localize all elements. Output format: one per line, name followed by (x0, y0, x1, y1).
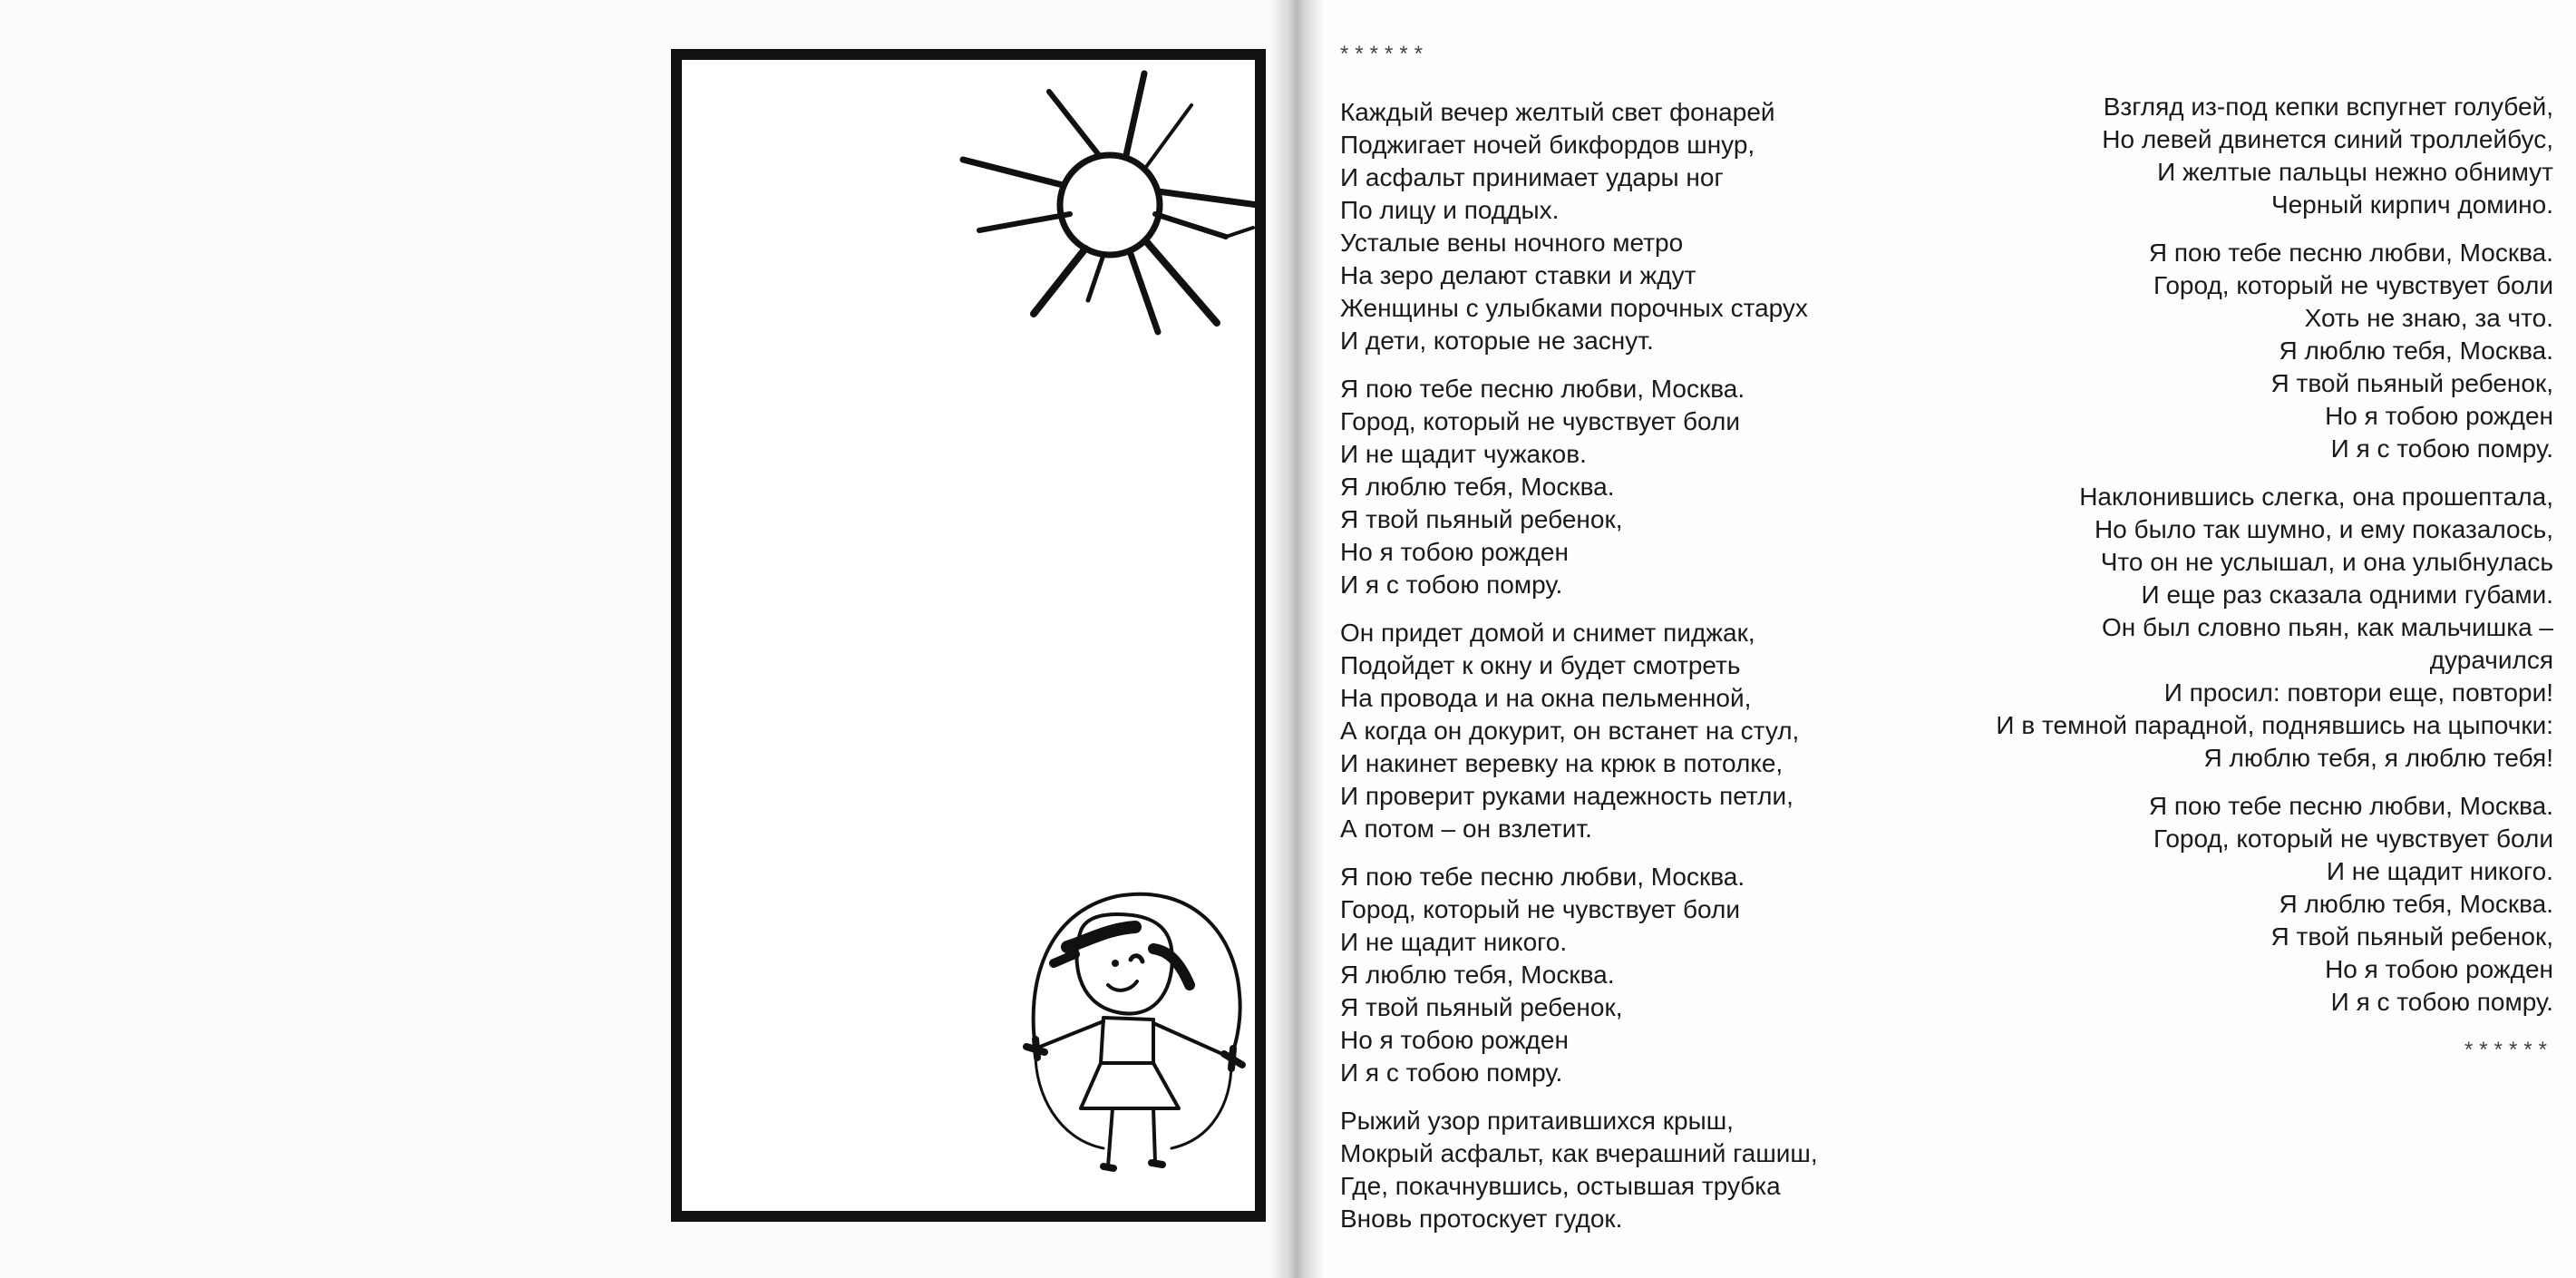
lyric-line: И просил: повтори еще, повтори! (2163, 678, 2553, 707)
lyric-line: И я с тобою помру. (2330, 988, 2553, 1016)
stanza-left-1 (1340, 96, 1939, 357)
lyric-line: Я твой пьяный ребенок, (2270, 369, 2553, 397)
book-spine (1269, 0, 1324, 1278)
lyric-line: Город, который не чувствует боли (1340, 407, 1740, 435)
stanza-left-3 (1340, 617, 1939, 845)
lyric-line: Что он не услышал, и она улыбнулась (2100, 548, 2553, 576)
lyric-line: И не щадит никого. (1340, 928, 1568, 956)
lyric-line: Взгляд из-под кепки вспугнет голубей, (2103, 93, 2553, 121)
lyric-line: Но было так шумно, и ему показалось, (2094, 515, 2553, 543)
lyric-line: Город, который не чувствует боли (2153, 271, 2553, 299)
lyric-line: И дети, которые не заснут. (1340, 327, 1654, 355)
lyric-line: На зеро делают ставки и ждут (1340, 261, 1696, 289)
lyric-line: Он был словно пьян, как мальчишка – (2102, 613, 2553, 641)
lyric-line: Я люблю тебя, Москва. (2279, 890, 2553, 918)
lyric-line: И еще раз сказала одними губами. (2141, 580, 2553, 609)
stanza-right-3 (1940, 481, 2553, 775)
lyric-line: Черный кирпич домино. (2270, 190, 2553, 219)
lyric-line: Хоть не знаю, за что. (2304, 304, 2553, 332)
lyric-line: И накинет веревку на крюк в потолке, (1340, 749, 1784, 777)
lyric-line: И я с тобою помру. (1340, 571, 1563, 599)
illustration-frame (671, 49, 1266, 1222)
lyric-line: Я твой пьяный ребенок, (2270, 922, 2553, 951)
lyric-line: Рыжий узор притаившихся крыш, (1340, 1107, 1734, 1135)
lyric-line: дурачился (2429, 646, 2553, 674)
lyric-line: Я пою тебе песню любви, Москва. (2148, 792, 2553, 820)
lyric-line: Но я тобою рожден (1340, 1026, 1569, 1054)
lyric-line: Поджигает ночей бикфордов шнур, (1340, 131, 1755, 159)
lyric-line: Но левей двинется синий троллейбус, (2102, 125, 2553, 153)
stanza-right-1 (1940, 91, 2553, 221)
lyric-line: Но я тобою рожден (2325, 955, 2553, 983)
lyric-line: А когда он докурит, он встанет на стул, (1340, 717, 1800, 745)
sun-drawing (954, 69, 1266, 341)
lyric-line: И я с тобою помру. (2330, 434, 2553, 463)
stanza-left-2 (1340, 373, 1939, 601)
lyric-line: Я люблю тебя, Москва. (1340, 473, 1615, 501)
lyric-line: Но я тобою рожден (1340, 538, 1569, 566)
lyric-line: Я твой пьяный ребенок, (1340, 993, 1623, 1021)
lyric-line: Я пою тебе песню любви, Москва. (1340, 863, 1745, 891)
lyrics-column-right (1940, 91, 2553, 1067)
lyrics-column-left (1340, 38, 1939, 1251)
lyric-line: Я люблю тебя, Москва. (2279, 337, 2553, 365)
lyric-line: Подойдет к окну и будет смотреть (1340, 651, 1741, 679)
lyric-line: Я люблю тебя, Москва. (1340, 961, 1615, 989)
lyric-line: И желтые пальцы нежно обнимут (2157, 158, 2553, 186)
stanza-left-4 (1340, 861, 1939, 1089)
lyric-line: И асфальт принимает удары ног (1340, 163, 1724, 191)
lyric-line: И не щадит чужаков. (1340, 440, 1587, 468)
lyric-line: Я твой пьяный ребенок, (1340, 505, 1623, 533)
ornament-stars-bottom: ****** (2464, 1038, 2553, 1062)
lyric-line: Я пою тебе песню любви, Москва. (1340, 375, 1745, 403)
stanza-left-5 (1340, 1105, 1939, 1235)
lyric-line: Город, который не чувствует боли (2153, 824, 2553, 853)
lyric-line: И проверит руками надежность петли, (1340, 782, 1793, 810)
lyric-line: А потом – он взлетит. (1340, 815, 1592, 843)
lyric-line: Я люблю тебя, я люблю тебя! (2203, 744, 2553, 772)
lyric-line: По лицу и поддых. (1340, 196, 1560, 224)
lyric-line: Наклонившись слегка, она прошептала, (2079, 483, 2553, 511)
lyric-line: И я с тобою помру. (1340, 1058, 1563, 1087)
lyric-line: Вновь протоскует гудок. (1340, 1205, 1623, 1233)
lyric-line: Мокрый асфальт, как вчерашний гашиш, (1340, 1139, 1818, 1167)
lyric-line: И не щадит никого. (2326, 857, 2553, 885)
lyric-line: Женщины с улыбками порочных старух (1340, 294, 1808, 322)
lyric-line: Город, который не чувствует боли (1340, 895, 1740, 923)
lyric-line: Где, покачнувшись, остывшая трубка (1340, 1172, 1781, 1200)
lyric-line: Он придет домой и снимет пиджак, (1340, 619, 1755, 647)
lyric-line: Но я тобою рожден (2325, 402, 2553, 430)
stanza-right-4 (1940, 790, 2553, 1019)
lyric-line: Я пою тебе песню любви, Москва. (2148, 239, 2553, 267)
lyric-line: Усталые вены ночного метро (1340, 229, 1684, 257)
stanza-right-2 (1940, 237, 2553, 465)
girl-with-jump-rope-drawing (1017, 876, 1253, 1222)
lyric-line: Каждый вечер желтый свет фонарей (1340, 98, 1775, 126)
lyric-line: На провода и на окна пельменной, (1340, 684, 1752, 712)
ornament-stars-top: ****** (1340, 42, 1430, 66)
lyric-line: И в темной парадной, поднявшись на цыпочки: (1996, 711, 2553, 739)
